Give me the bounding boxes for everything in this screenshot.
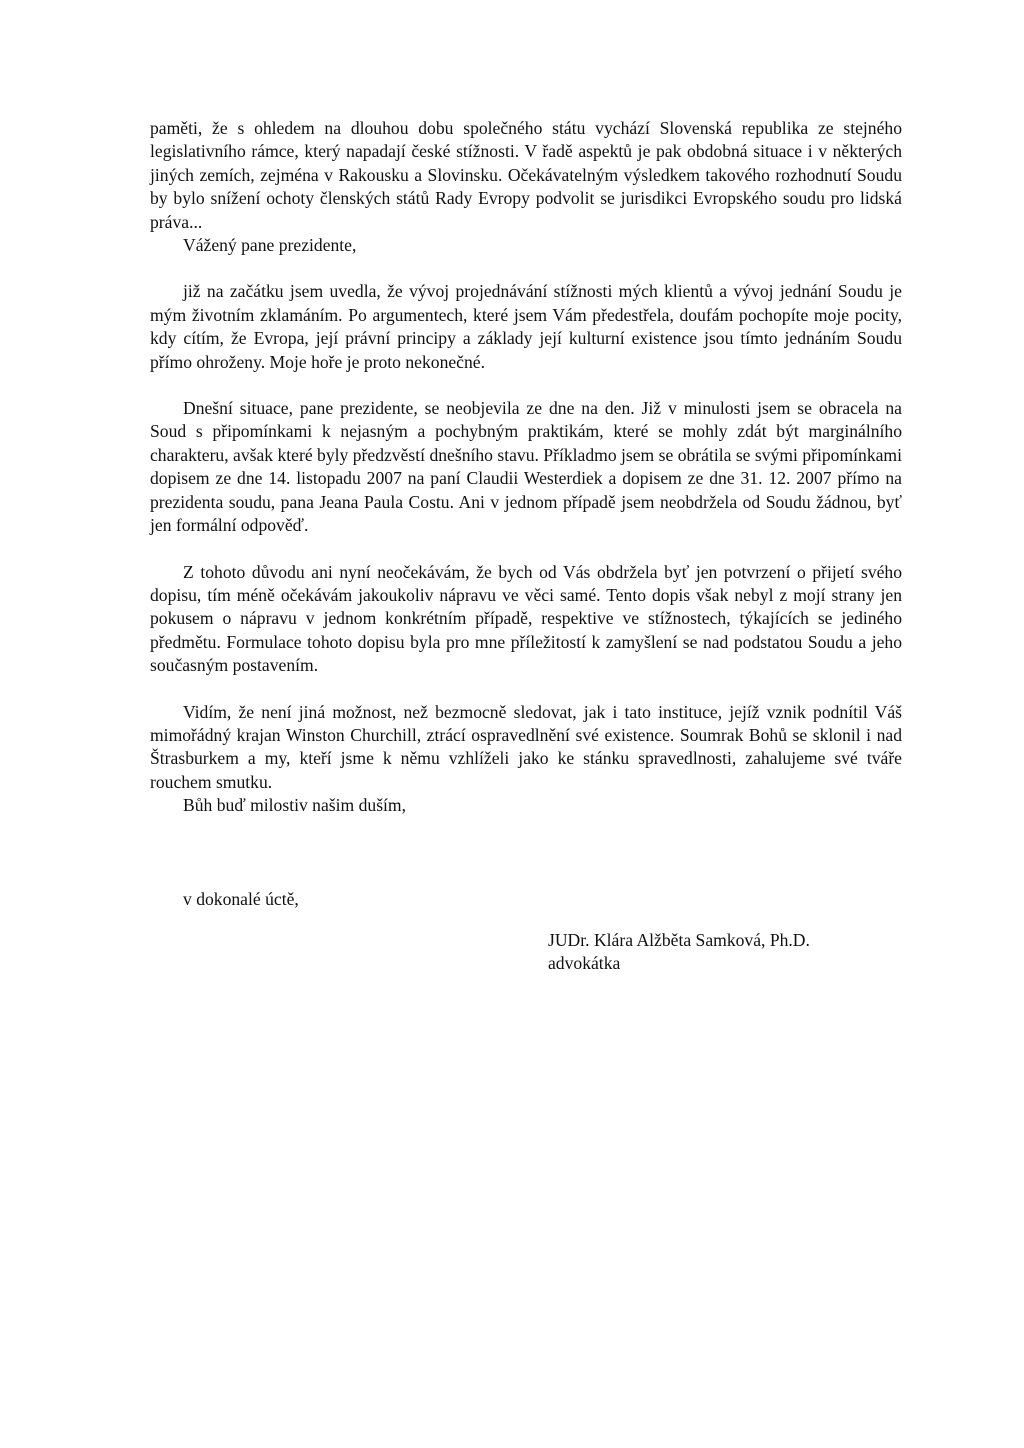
paragraph-disappointment: již na začátku jsem uvedla, že vývoj projednávání stížnosti mých klientů a vývoj jednání Soudu je mým životním zklamáním. Po argumentech, které jsem Vám předestřela, doufám pochopíte moje pocity, kdy cítím, že Evropa, její právní principy a základy její kulturní existence jsou tímto jednáním Soudu přímo ohroženy. Moje hoře je proto nekonečné. — [150, 281, 902, 372]
letter-page — [150, 117, 902, 976]
closing-regards: v dokonalé úctě, — [183, 888, 299, 909]
paragraph-conclusion: Vidím, že není jiná možnost, než bezmocně sledovat, jak i tato instituce, jejíž vznik podnítil Váš mimořádný krajan Winston Churchill, ztrácí ospravedlnění své existence. Soumrak Bohů se sklonil i nad Štrasburkem a my, kteří jsme k němu vzhlíželi jako ke stánku spravedlnosti, zahalujeme své tváře rouchem smutku. — [150, 701, 902, 792]
signature-block — [150, 929, 902, 976]
paragraph-history: Dnešní situace, pane prezidente, se neobjevila ze dne na den. Již v minulosti jsem se obracela na Soud s připomínkami k nejasným a pochybným praktikám, které se mohly zdát být marginálního charakteru, avšak které byly předzvěstí dnešního stavu. Příkladmo jsem se obrátila se svými připomínkami dopisem ze dne 14. listopadu 2007 na paní Claudii Westerdiek a dopisem ze dne 31. 12. 2007 přímo na prezidenta soudu, pana Jeana Paula Costu. Ani v jednom případě jsem neobdržela od Soudu žádnou, byť jen formální odpověď. — [150, 398, 902, 536]
salutation: Vážený pane prezidente, — [183, 235, 357, 256]
signature-title: advokátka — [548, 953, 621, 974]
closing-blessing: Bůh buď milostiv našim duším, — [183, 795, 407, 816]
signature-name: JUDr. Klára Alžběta Samková, Ph.D. — [548, 929, 810, 950]
paragraph-intro: paměti, že s ohledem na dlouhou dobu společného státu vychází Slovenská republika ze stejného legislativního rámce, který napadají české stížnosti. V řadě aspektů je pak obdobná situace i v některých jiných zemích, zejména v Rakousku a Slovinsku. Očekávatelným výsledkem takového rozhodnutí Soudu by bylo snížení ochoty členských států Rady Evropy podvolit se jurisdikci Evropského soudu pro lidská práva... — [150, 118, 902, 232]
paragraph-expectation: Z tohoto důvodu ani nyní neočekávám, že bych od Vás obdržela byť jen potvrzení o přijetí svého dopisu, tím méně očekávám jakoukoliv nápravu ve věci samé. Tento dopis však nebyl z mojí strany jen pokusem o nápravu v jednom konkrétním případě, respektive ve stížnostech, týkajících se jediného předmětu. Formulace tohoto dopisu byla pro mne příležitostí k zamyšlení se nad podstatou Soudu a jeho současným postavením. — [150, 561, 902, 676]
